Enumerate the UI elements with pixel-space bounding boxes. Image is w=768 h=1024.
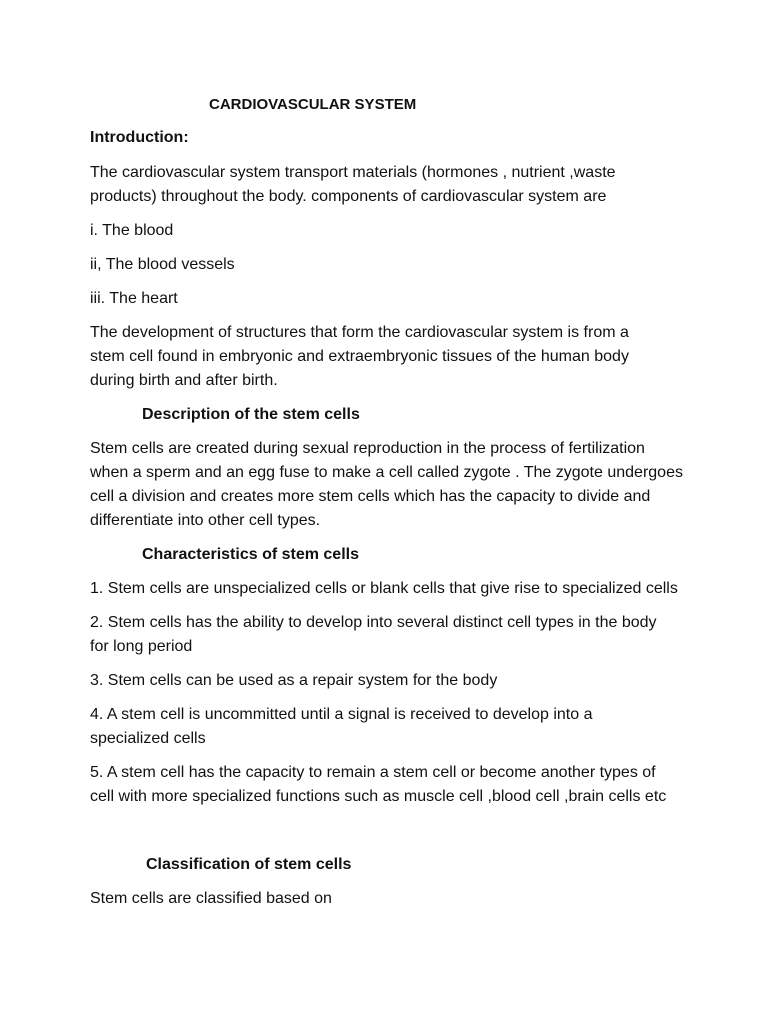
paragraph-line: 1. Stem cells are unspecialized cells or blank cells that give rise to specialized cells <box>90 580 678 597</box>
classification-paragraph: Stem cells are classified based on <box>90 890 332 907</box>
paragraph-line: cell with more specialized functions such as muscle cell ,blood cell ,brain cells etc <box>90 788 667 805</box>
characteristic-item <box>90 703 592 751</box>
introduction-heading: Introduction: <box>90 129 189 146</box>
description-paragraph <box>90 437 683 533</box>
characteristic-item <box>90 577 678 601</box>
paragraph-line: cell a division and creates more stem cells which has the capacity to divide and <box>90 488 651 505</box>
component-item-blood-vessels: ii, The blood vessels <box>90 256 235 273</box>
introduction-paragraph <box>90 161 616 209</box>
paragraph-line: specialized cells <box>90 730 206 747</box>
paragraph-line: differentiate into other cell types. <box>90 512 321 529</box>
paragraph-line: 4. A stem cell is uncommitted until a signal is received to develop into a <box>90 706 593 723</box>
component-item-heart: iii. The heart <box>90 290 178 307</box>
paragraph-line: for long period <box>90 638 193 655</box>
paragraph-line: 5. A stem cell has the capacity to remain a stem cell or become another types of <box>90 764 656 781</box>
characteristic-item <box>90 669 497 693</box>
paragraph-line: when a sperm and an egg fuse to make a cell called zygote . The zygote undergoes <box>90 464 683 481</box>
classification-heading: Classification of stem cells <box>146 856 352 873</box>
paragraph-line: during birth and after birth. <box>90 372 278 389</box>
characteristic-item <box>90 611 657 659</box>
document-title: CARDIOVASCULAR SYSTEM <box>209 96 417 113</box>
paragraph-line: products) throughout the body. components of cardiovascular system are <box>90 188 607 205</box>
characteristics-heading: Characteristics of stem cells <box>142 546 359 563</box>
paragraph-line: stem cell found in embryonic and extraembryonic tissues of the human body <box>90 348 629 365</box>
development-paragraph <box>90 321 629 393</box>
paragraph-line: The cardiovascular system transport materials (hormones , nutrient ,waste <box>90 164 616 181</box>
paragraph-line: 3. Stem cells can be used as a repair system for the body <box>90 672 498 689</box>
description-heading: Description of the stem cells <box>142 406 360 423</box>
paragraph-line: The development of structures that form the cardiovascular system is from a <box>90 324 629 341</box>
paragraph-line: 2. Stem cells has the ability to develop into several distinct cell types in the body <box>90 614 657 631</box>
component-item-blood: i. The blood <box>90 222 174 239</box>
characteristic-item <box>90 761 666 809</box>
paragraph-line: Stem cells are created during sexual reproduction in the process of fertilization <box>90 440 645 457</box>
